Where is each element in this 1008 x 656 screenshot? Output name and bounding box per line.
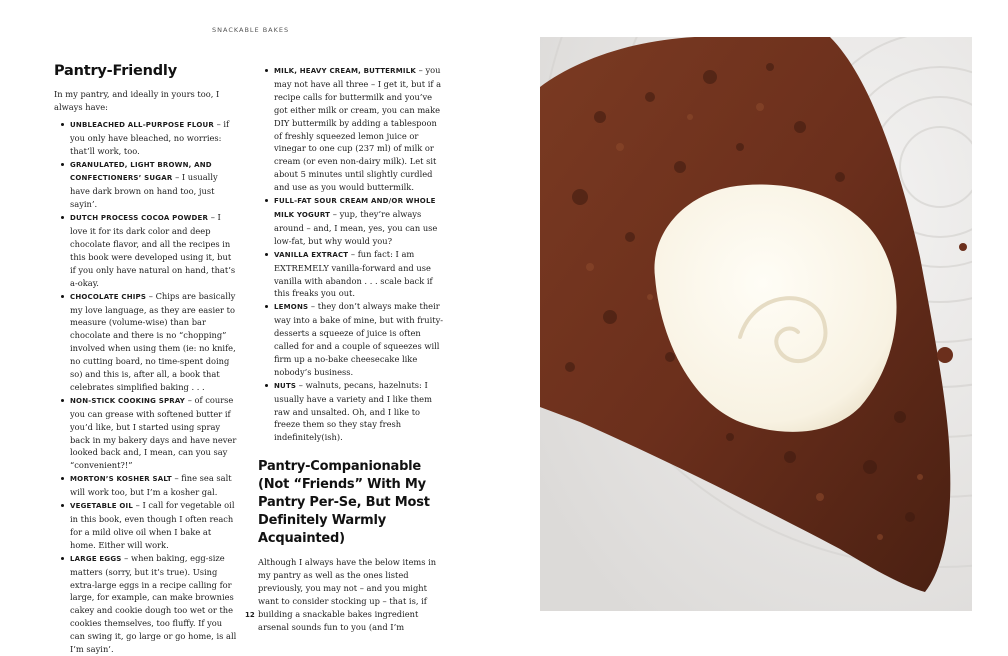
item-text: – I call for vegetable oil in this book, even though I often reach for a mild olive oil when I bake at home. Either will work. [70,500,235,550]
pantry-list-continued [258,64,446,444]
item-text: – when baking, egg-size matters (sorry, but it’s true). Using extra-large eggs in a recipe calling for large, for example, can make brownies cakey and cookie dough too wet or the cookies themselves, too fluffy. If you can swing it, go large or go home, is all I’m sayin’. [70,552,237,655]
crumb [937,347,953,363]
item-term: DUTCH PROCESS COCOA POWDER [70,214,209,223]
item-text: – I love it for its dark color and deep chocolate flavor, and all the recipes in this book were developed using it, but if you only have natural on hand, that’s a-okay. [70,212,236,288]
item-term: NON-STICK COOKING SPRAY [70,396,186,405]
item-term: FULL-FAT SOUR CREAM AND/OR WHOLE MILK YOGURT [274,197,436,219]
item-text: – of course you can grease with softened butter if you’d like, but I started using spray back in my bakery days and have never looked back and, I mean, can you say “convenient?!” [70,394,237,471]
list-item [258,379,446,445]
item-text: – walnuts, pecans, hazelnuts: I usually have a variety and I like them raw and unsalted. Oh, and I like to freeze them so they stay fresh indefinitely(ish). [274,379,432,443]
list-item [54,472,238,499]
item-term: VEGETABLE OIL [70,502,134,511]
list-item [54,499,238,552]
item-term: VANILLA EXTRACT [274,250,349,259]
section-title-pantry-friendly: Pantry-Friendly [54,63,177,79]
item-term: NUTS [274,381,297,390]
item-text: – they don’t always make their way into a bake of mine, but with fruity-desserts a squeeze of juice is often called for and a couple of squeezes will firm up a no-bake cheesecake like nobody’s business. [274,301,444,377]
item-text: – Chips are basically my love language, as they are easier to measure (volume-wise) than bar chocolate and there is no “chopping” involved when using them (ie: no knife, no cutting board, no time-spent doing so) and this is, after all, a book that celebrates simplified baking . . . [70,290,236,392]
section-intro: Although I always have the below items in my pantry as well as the ones listed previously, you may not – and you might want to consider stocking up – that is, if building a snackable bakes ingredient arsenal sounds fun to you (and I’m [258,557,437,632]
list-item [54,394,238,472]
section-intro: In my pantry, and ideally in yours too, I always have: [54,89,220,112]
running-head: SNACKABLE BAKES [212,26,290,34]
item-term: UNBLEACHED ALL-PURPOSE FLOUR [70,120,214,129]
section-title-pantry-companionable: Pantry-Companionable (Not “Friends” With My Pantry Per-Se, But Most Definitely Warmly Acquainted) [258,459,430,547]
pantry-list [54,118,238,656]
item-text: – yup, they’re always around – and, I mean, yes, you can use low-fat, but why would you? [274,208,438,246]
list-item [258,248,446,301]
right-text-column [258,64,446,634]
item-term: GRANULATED, LIGHT BROWN, AND CONFECTIONERS’ SUGAR [70,160,212,183]
item-text: – if you only have bleached, no worries: that’ll work, too. [70,118,230,156]
list-item [258,64,446,194]
list-item [54,118,238,158]
list-item [54,290,238,394]
item-term: LARGE EGGS [70,554,122,563]
item-text: – fun fact: I am EXTREMELY vanilla-forward and use vanilla with abandon . . . scale back if this freaks you out. [274,248,433,299]
item-term: MILK, HEAVY CREAM, BUTTERMILK [274,67,417,75]
list-item [258,194,446,248]
crumb [959,243,967,251]
item-text: – fine sea salt will work too, but I’m a kosher gal. [70,473,232,498]
list-item [258,300,446,378]
item-term: LEMONS [274,303,309,312]
item-term: CHOCOLATE CHIPS [70,292,147,301]
page-number: 12 [245,611,255,619]
item-text: – I usually have dark brown on hand too, just sayin’. [70,172,218,210]
list-item [54,158,238,212]
brownie-cake-photo [540,37,972,611]
item-term: MORTON’S KOSHER SALT [70,475,172,484]
item-text: – you may not have all three – I get it, but if a recipe calls for buttermilk and you’ve got either milk or cream, you can make DIY buttermilk by adding a tablespoon of freshly squeezed lemon juice or vinegar to one cup (237 ml) of milk or cream (or even non-dairy milk). Let sit about 5 minutes until slightly curdled and use as you would buttermilk. [274,65,442,193]
list-item [54,211,238,289]
list-item [54,552,238,656]
left-column [54,62,238,656]
photo-illustration [540,37,972,611]
